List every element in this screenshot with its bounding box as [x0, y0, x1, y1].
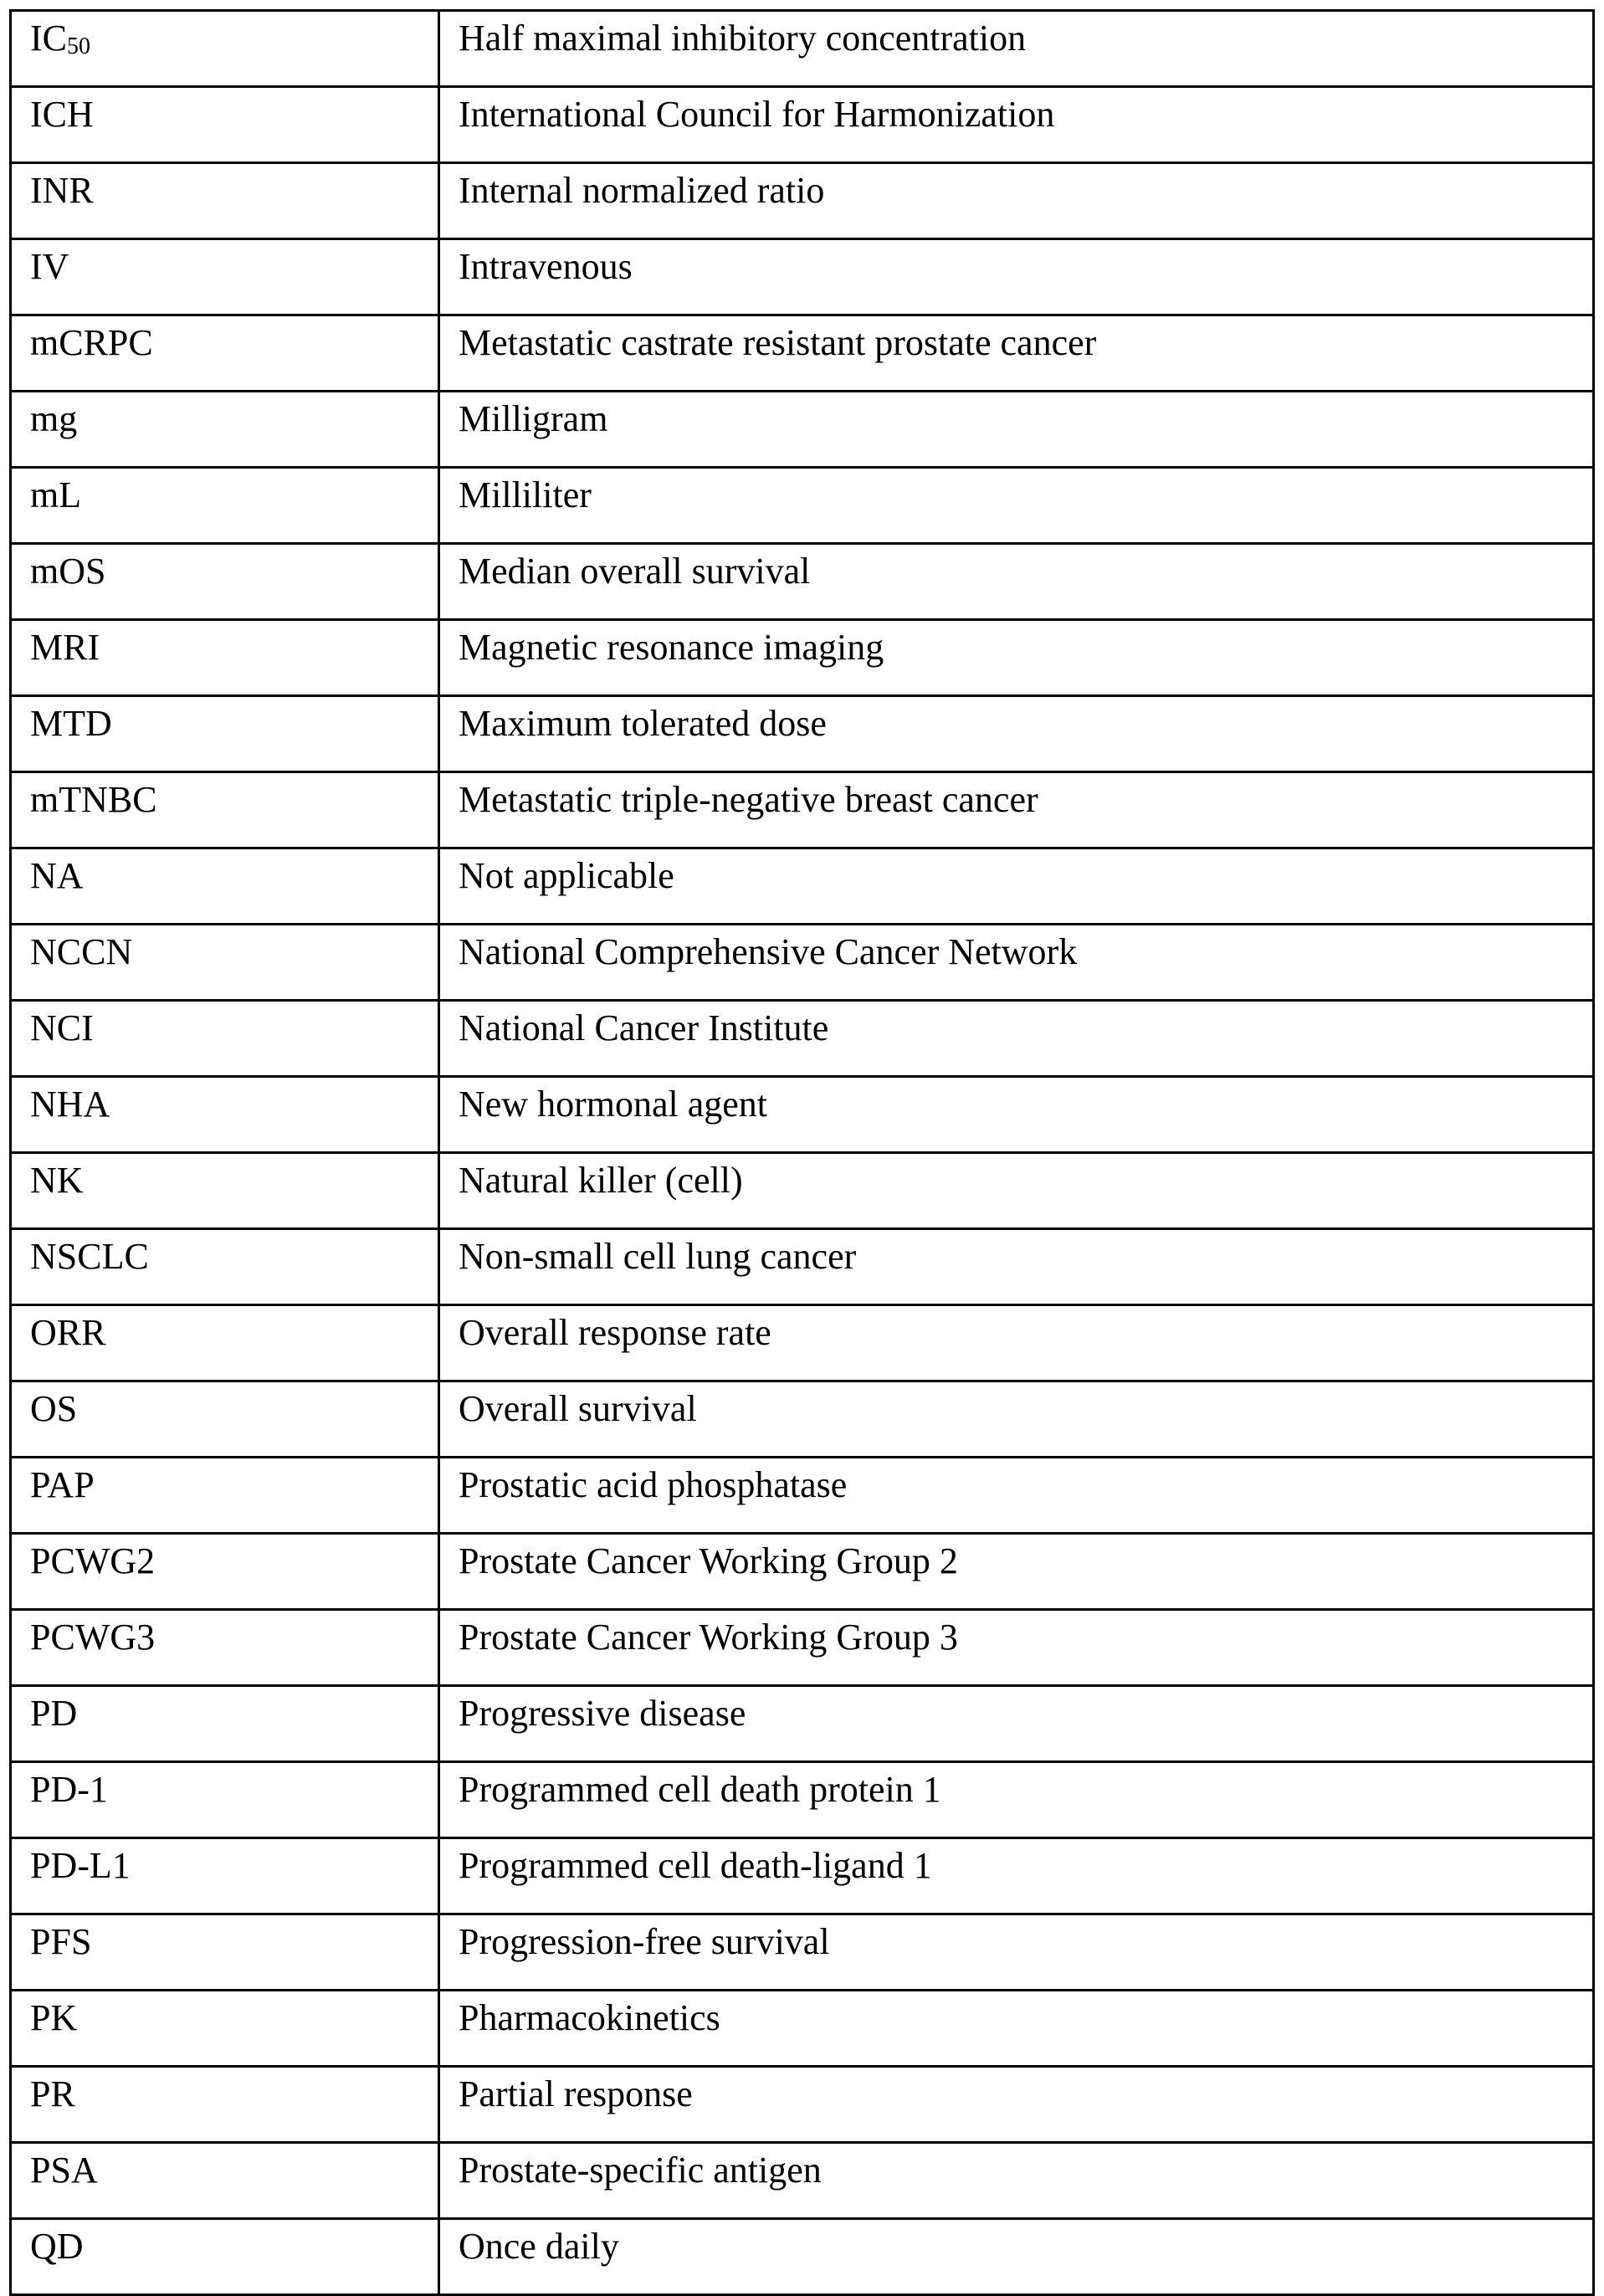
table-row — [11, 87, 1594, 163]
table-row — [11, 544, 1594, 620]
abbreviation-cell: NHA — [11, 1077, 439, 1153]
definition-cell: Progression-free survival — [439, 1914, 1594, 1991]
table-row — [11, 1686, 1594, 1762]
table-row — [11, 468, 1594, 544]
definition-cell: Progressive disease — [439, 1686, 1594, 1762]
abbreviation-cell: PCWG2 — [11, 1534, 439, 1610]
abbreviation-cell: NCCN — [11, 925, 439, 1001]
table-row — [11, 2219, 1594, 2295]
definition-cell: Milliliter — [439, 468, 1594, 544]
abbreviation-cell: NK — [11, 1153, 439, 1229]
abbreviation-cell: mCRPC — [11, 315, 439, 392]
abbreviation-cell: PR — [11, 2067, 439, 2143]
definition-cell: Non-small cell lung cancer — [439, 1229, 1594, 1305]
abbreviation-cell: MTD — [11, 696, 439, 772]
abbreviation-cell: PFS — [11, 1914, 439, 1991]
table-row — [11, 772, 1594, 848]
table-row — [11, 1991, 1594, 2067]
table-row — [11, 1762, 1594, 1838]
definition-cell: Programmed cell death protein 1 — [439, 1762, 1594, 1838]
table-row — [11, 392, 1594, 468]
table-row — [11, 11, 1594, 87]
abbreviation-cell: PD-1 — [11, 1762, 439, 1838]
abbreviation-cell: mL — [11, 468, 439, 544]
abbreviation-cell — [11, 11, 439, 87]
definition-cell: Internal normalized ratio — [439, 163, 1594, 239]
abbreviation-cell: PK — [11, 1991, 439, 2067]
abbreviation-cell: ORR — [11, 1305, 439, 1381]
definition-cell: Overall survival — [439, 1381, 1594, 1458]
definition-cell: Prostate Cancer Working Group 3 — [439, 1610, 1594, 1686]
table-row — [11, 925, 1594, 1001]
definition-cell: Once daily — [439, 2219, 1594, 2295]
table-row — [11, 1153, 1594, 1229]
abbreviation-text: IC — [30, 18, 67, 59]
definition-cell: Magnetic resonance imaging — [439, 620, 1594, 696]
definition-cell: Half maximal inhibitory concentration — [439, 11, 1594, 87]
table-row — [11, 696, 1594, 772]
table-row — [11, 620, 1594, 696]
abbreviation-cell: QD — [11, 2219, 439, 2295]
abbreviation-cell: PSA — [11, 2143, 439, 2219]
definition-cell: Intravenous — [439, 239, 1594, 315]
definition-cell: Prostate-specific antigen — [439, 2143, 1594, 2219]
table-row — [11, 848, 1594, 925]
abbreviation-subscript: 50 — [67, 33, 90, 59]
definition-cell: Median overall survival — [439, 544, 1594, 620]
table-row — [11, 1229, 1594, 1305]
abbreviation-cell: PD — [11, 1686, 439, 1762]
definition-cell: Partial response — [439, 2067, 1594, 2143]
abbreviation-cell: NSCLC — [11, 1229, 439, 1305]
abbreviation-cell: OS — [11, 1381, 439, 1458]
table-row — [11, 1610, 1594, 1686]
definition-cell: Maximum tolerated dose — [439, 696, 1594, 772]
table-row — [11, 1838, 1594, 1914]
abbreviation-cell: PAP — [11, 1458, 439, 1534]
abbreviation-cell: INR — [11, 163, 439, 239]
abbreviation-cell: mOS — [11, 544, 439, 620]
table-row — [11, 163, 1594, 239]
definition-cell: Metastatic triple-negative breast cancer — [439, 772, 1594, 848]
table-row — [11, 2143, 1594, 2219]
definition-cell: National Cancer Institute — [439, 1001, 1594, 1077]
definition-cell: Programmed cell death-ligand 1 — [439, 1838, 1594, 1914]
definition-cell: New hormonal agent — [439, 1077, 1594, 1153]
table-row — [11, 1914, 1594, 1991]
abbreviation-cell: IV — [11, 239, 439, 315]
definition-cell: Overall response rate — [439, 1305, 1594, 1381]
table-row — [11, 2067, 1594, 2143]
table-row — [11, 1534, 1594, 1610]
abbreviation-cell: ICH — [11, 87, 439, 163]
abbreviation-cell: NCI — [11, 1001, 439, 1077]
definition-cell: Not applicable — [439, 848, 1594, 925]
table-row — [11, 1077, 1594, 1153]
definition-cell: Prostate Cancer Working Group 2 — [439, 1534, 1594, 1610]
definition-cell: Prostatic acid phosphatase — [439, 1458, 1594, 1534]
table-row — [11, 1381, 1594, 1458]
abbreviation-cell: PCWG3 — [11, 1610, 439, 1686]
definition-cell: Milligram — [439, 392, 1594, 468]
abbreviation-cell: mg — [11, 392, 439, 468]
abbreviations-table — [9, 9, 1595, 2296]
table-row — [11, 1305, 1594, 1381]
definition-cell: Natural killer (cell) — [439, 1153, 1594, 1229]
abbreviation-cell: PD-L1 — [11, 1838, 439, 1914]
abbreviation-cell: MRI — [11, 620, 439, 696]
definition-cell: National Comprehensive Cancer Network — [439, 925, 1594, 1001]
table-row — [11, 315, 1594, 392]
abbreviation-cell: mTNBC — [11, 772, 439, 848]
definition-cell: Metastatic castrate resistant prostate cancer — [439, 315, 1594, 392]
abbreviation-cell: NA — [11, 848, 439, 925]
abbreviations-table-body — [11, 11, 1594, 2295]
definition-cell: Pharmacokinetics — [439, 1991, 1594, 2067]
definition-cell: International Council for Harmonization — [439, 87, 1594, 163]
table-row — [11, 1458, 1594, 1534]
table-row — [11, 239, 1594, 315]
table-row — [11, 1001, 1594, 1077]
